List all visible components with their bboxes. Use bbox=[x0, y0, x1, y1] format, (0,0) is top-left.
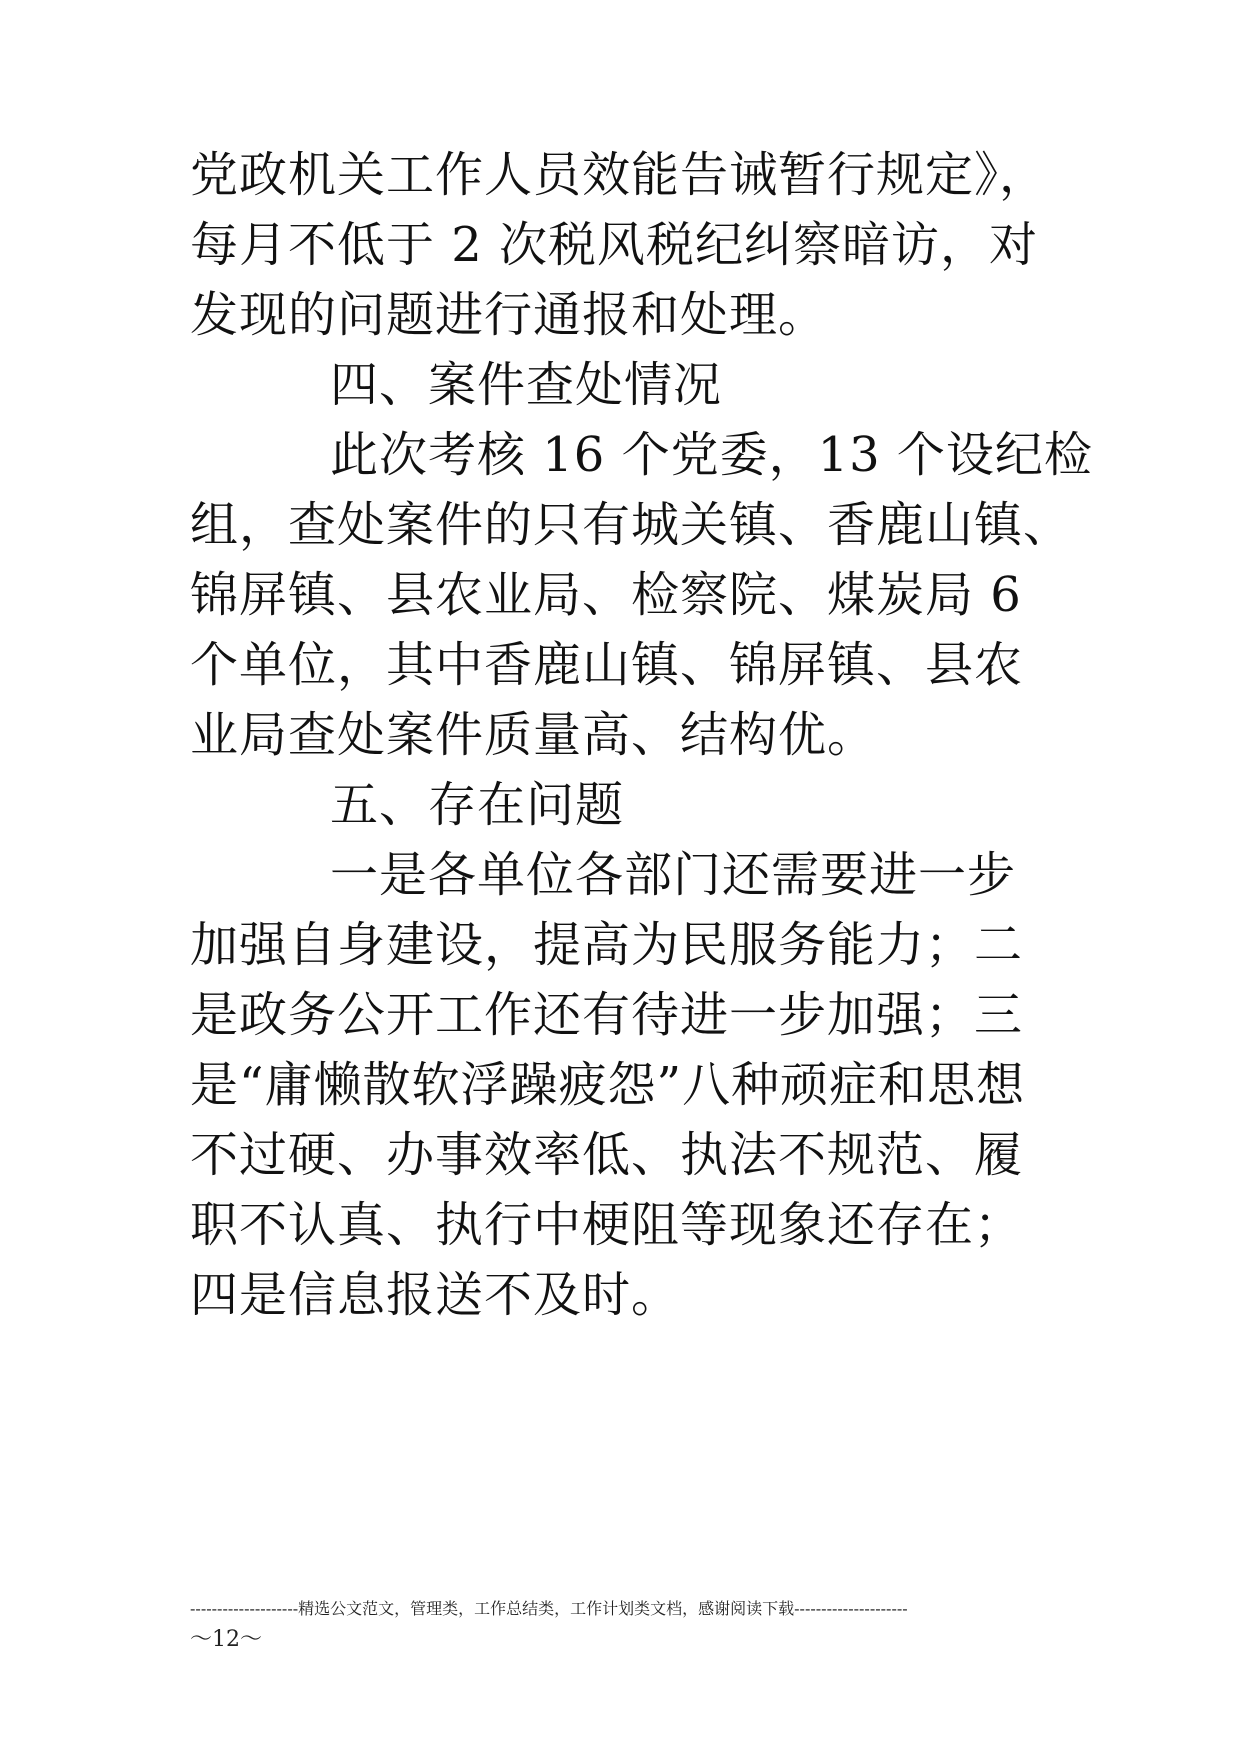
body-line-6: 组，查处案件的只有城关镇、香鹿山镇、 bbox=[190, 497, 1073, 553]
body-line-8: 个单位，其中香鹿山镇、锦屏镇、县农 bbox=[190, 637, 1024, 693]
body-line-16: 职不认真、执行中梗阻等现象还存在； bbox=[190, 1197, 1024, 1253]
section-heading-case-investigation: 四、案件查处情况 bbox=[330, 357, 723, 413]
footer-note: --------------------精选公文范文，管理类，工作总结类，工作计划类文档，感谢阅读下载--------------------- bbox=[190, 1599, 908, 1618]
body-line-1: 党政机关工作人员效能告诫暂行规定》， bbox=[190, 147, 1049, 203]
body-line-15: 不过硬、办事效率低、执法不规范、履 bbox=[190, 1127, 1024, 1183]
body-line-12: 加强自身建设，提高为民服务能力；二 bbox=[190, 917, 1024, 973]
body-line-9: 业局查处案件质量高、结构优。 bbox=[190, 707, 877, 763]
body-line-14: 是“庸懒散软浮躁疲怨”八种顽症和思想 bbox=[190, 1057, 1026, 1113]
body-line-11: 一是各单位各部门还需要进一步 bbox=[330, 847, 1017, 903]
body-line-3: 发现的问题进行通报和处理。 bbox=[190, 287, 828, 343]
section-heading-existing-problems: 五、存在问题 bbox=[330, 777, 625, 833]
body-line-5: 此次考核 16 个党委，13 个设纪检 bbox=[330, 427, 1093, 483]
body-line-13: 是政务公开工作还有待进一步加强；三 bbox=[190, 987, 1024, 1043]
body-line-7: 锦屏镇、县农业局、检察院、煤炭局 6 bbox=[190, 567, 1022, 623]
body-line-2: 每月不低于 2 次税风税纪纠察暗访，对 bbox=[190, 217, 1039, 273]
body-line-17: 四是信息报送不及时。 bbox=[190, 1267, 681, 1323]
page-number: ～12～ bbox=[190, 1627, 262, 1652]
